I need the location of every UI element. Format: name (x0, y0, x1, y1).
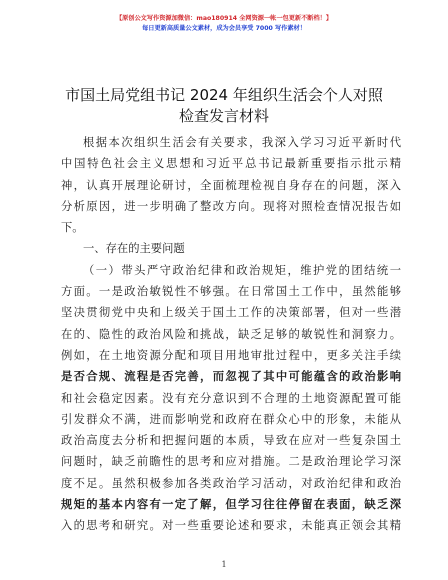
body-line: 是否合规、流程是否完善，而忽视了其中可能蕴含的政治影响 (61, 369, 401, 384)
body-line: 度不足。虽然积极参加各类政治学习活动，对政治纪律和政治 (61, 476, 401, 490)
document-body (61, 132, 401, 537)
section-heading: 一、存在的主要问题 (83, 242, 185, 256)
body-line: 例如，在土地资源分配和项目用地审批过程中，更多关注手续 (61, 348, 401, 362)
document-title-line-2: 检查发言材料 (178, 107, 269, 125)
promo-banner-blue: 每日更新高质量公文素材，成为会员享受 7000 写作素材！ (142, 25, 306, 32)
body-line: 在的、隐性的政治风险和挑战，缺乏足够的敏锐性和洞察力。 (61, 327, 401, 341)
body-line: 政治高度去分析和把握问题的本质，导致在应对一些复杂国土 (61, 434, 401, 448)
body-line: 和社会稳定因素。没有充分意识到不合理的土地资源配置可能 (61, 391, 401, 405)
body-line: 坚决贯彻党中央和上级关于国土工作的决策部署，但对一些潜 (61, 306, 401, 320)
body-line: 神，认真开展理论研讨，全面梳理检视自身存在的问题，深入 (61, 178, 401, 192)
body-line: 方面。一是政治敏锐性不够强。在日常国土工作中，虽然能够 (61, 285, 401, 299)
body-line: 分析原因，进一步明确了整改方向。现将对照检查情况报告如 (61, 199, 401, 213)
body-line: 中国特色社会主义思想和习近平总书记最新重要指示批示精 (61, 157, 401, 171)
subsection-heading-line: （一）带头严守政治纪律和政治规矩，维护党的团结统一 (83, 263, 401, 277)
body-line: 引发群众不满，进而影响党和政府在群众心中的形象，未能从 (61, 412, 401, 426)
promo-banner-red: 【原创公文写作资源加微信：mao180914 全网资源一帐一包更新不断档！】 (115, 15, 333, 22)
document-title-line-1: 市国土局党组书记 2024 年组织生活会个人对照 (65, 86, 383, 104)
body-line: 入的思考和研究。对一些重要论述和要求，未能真正领会其精 (61, 519, 401, 533)
body-line: 问题时，缺乏前瞻性的思考和应对措施。二是政治理论学习深 (61, 455, 401, 469)
body-line: 根据本次组织生活会有关要求，我深入学习习近平新时代 (83, 136, 401, 149)
page-number: 1 (221, 560, 227, 569)
body-line: 下。 (61, 221, 84, 235)
body-line: 规矩的基本内容有一定了解，但学习往往停留在表面，缺乏深 (61, 497, 401, 512)
